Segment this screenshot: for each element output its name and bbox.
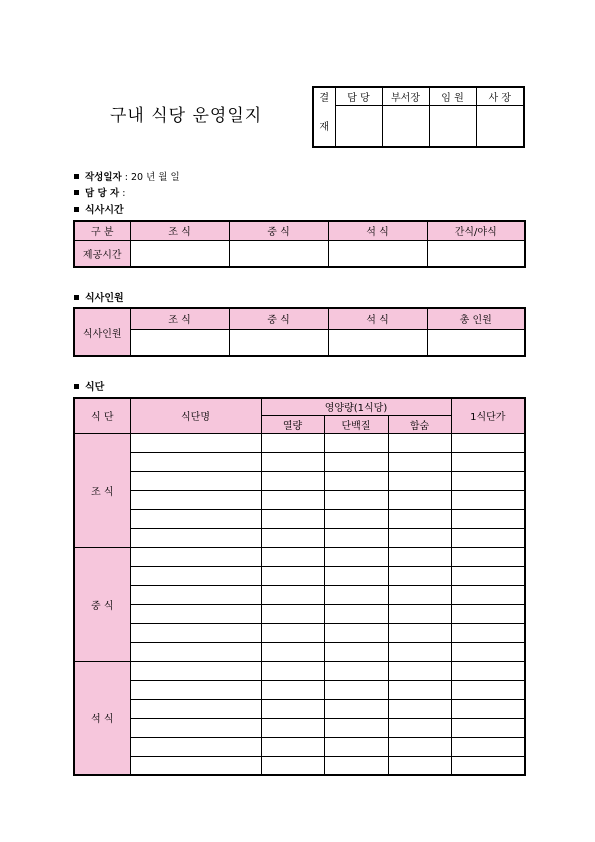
menu-cell-content[interactable] <box>388 585 451 604</box>
headcount-col-lunch: 중 식 <box>229 308 328 329</box>
menu-row <box>74 680 525 699</box>
menu-cell-name[interactable] <box>130 490 261 509</box>
headcount-col-dinner: 석 식 <box>328 308 427 329</box>
menu-cell-protein[interactable] <box>324 509 388 528</box>
menu-row <box>74 604 525 623</box>
menu-cell-content[interactable] <box>388 718 451 737</box>
menu-cell-content[interactable] <box>388 547 451 566</box>
menu-cell-price[interactable] <box>451 509 525 528</box>
menu-cell-calories[interactable] <box>261 642 324 661</box>
meal-time-cell-lunch[interactable] <box>229 240 328 267</box>
menu-row <box>74 547 525 566</box>
menu-cell-price[interactable] <box>451 661 525 680</box>
menu-cell-content[interactable] <box>388 661 451 680</box>
menu-cell-calories[interactable] <box>261 490 324 509</box>
menu-cell-calories[interactable] <box>261 680 324 699</box>
menu-cell-price[interactable] <box>451 433 525 452</box>
menu-cell-calories[interactable] <box>261 471 324 490</box>
menu-cell-price[interactable] <box>451 604 525 623</box>
menu-row <box>74 528 525 547</box>
menu-cell-protein[interactable] <box>324 642 388 661</box>
bullet-square-icon <box>74 384 79 389</box>
menu-cell-name[interactable] <box>130 547 261 566</box>
menu-cell-calories[interactable] <box>261 566 324 585</box>
menu-cell-protein[interactable] <box>324 528 388 547</box>
menu-cell-name[interactable] <box>130 509 261 528</box>
page-title: 구내 식당 운영일지 <box>110 106 263 126</box>
menu-row <box>74 509 525 528</box>
menu-cell-price[interactable] <box>451 680 525 699</box>
menu-cell-calories[interactable] <box>261 623 324 642</box>
menu-cell-price[interactable] <box>451 490 525 509</box>
menu-cell-content[interactable] <box>388 566 451 585</box>
meal-time-header-label: 구 분 <box>74 221 130 240</box>
menu-row <box>74 452 525 471</box>
menu-row <box>74 737 525 756</box>
section-heading-text: 식사시간 <box>85 205 124 216</box>
menu-cell-price[interactable] <box>451 547 525 566</box>
menu-col-calories: 열량 <box>261 415 324 433</box>
menu-cell-calories[interactable] <box>261 661 324 680</box>
menu-cell-content[interactable] <box>388 490 451 509</box>
menu-cell-content[interactable] <box>388 756 451 775</box>
approval-table <box>312 86 525 148</box>
menu-cell-name[interactable] <box>130 528 261 547</box>
bullet-square-icon <box>74 190 79 195</box>
menu-cell-name[interactable] <box>130 604 261 623</box>
approval-role-staff: 담 당 <box>335 87 382 105</box>
headcount-cell-total[interactable] <box>427 329 525 356</box>
meal-time-col-dinner: 석 식 <box>328 221 427 240</box>
menu-cell-price[interactable] <box>451 718 525 737</box>
menu-col-nutrition: 영양량(1식당) <box>261 398 451 415</box>
headcount-cell-dinner[interactable] <box>328 329 427 356</box>
menu-cell-protein[interactable] <box>324 604 388 623</box>
menu-cell-price[interactable] <box>451 452 525 471</box>
menu-cell-name[interactable] <box>130 452 261 471</box>
meal-time-cell-dinner[interactable] <box>328 240 427 267</box>
menu-cell-price[interactable] <box>451 642 525 661</box>
menu-cell-protein[interactable] <box>324 623 388 642</box>
menu-cell-content[interactable] <box>388 528 451 547</box>
date-field <box>74 169 180 183</box>
menu-cell-name[interactable] <box>130 661 261 680</box>
meal-time-col-breakfast: 조 식 <box>130 221 229 240</box>
person-value[interactable]: : <box>122 188 126 199</box>
approval-role-dept-head: 부서장 <box>382 87 429 105</box>
section-heading-headcount <box>74 289 124 304</box>
headcount-cell-lunch[interactable] <box>229 329 328 356</box>
approval-signature-staff[interactable] <box>335 105 382 147</box>
menu-row <box>74 471 525 490</box>
date-label: 작성일자 <box>85 172 122 183</box>
menu-row <box>74 718 525 737</box>
approval-side-label-top: 결 <box>313 87 335 105</box>
headcount-col-breakfast: 조 식 <box>130 308 229 329</box>
bullet-square-icon <box>74 207 79 212</box>
menu-cell-protein[interactable] <box>324 452 388 471</box>
menu-row <box>74 756 525 775</box>
menu-cell-protein[interactable] <box>324 547 388 566</box>
meal-time-col-lunch: 중 식 <box>229 221 328 240</box>
meal-time-col-snack: 간식/야식 <box>427 221 525 240</box>
menu-cell-name[interactable] <box>130 585 261 604</box>
menu-cell-calories[interactable] <box>261 547 324 566</box>
headcount-col-total: 총 인원 <box>427 308 525 329</box>
menu-cell-content[interactable] <box>388 471 451 490</box>
menu-cell-content[interactable] <box>388 737 451 756</box>
menu-cell-calories[interactable] <box>261 737 324 756</box>
menu-cell-protein[interactable] <box>324 566 388 585</box>
meal-time-cell-breakfast[interactable] <box>130 240 229 267</box>
menu-cell-name[interactable] <box>130 433 261 452</box>
menu-col-price: 1식단가 <box>451 398 525 433</box>
approval-signature-executive[interactable] <box>429 105 476 147</box>
menu-row <box>74 661 525 680</box>
menu-col-content: 함숨 <box>388 415 451 433</box>
menu-cell-calories[interactable] <box>261 452 324 471</box>
menu-col-meal: 식 단 <box>74 398 130 433</box>
menu-cell-calories[interactable] <box>261 509 324 528</box>
menu-cell-price[interactable] <box>451 566 525 585</box>
menu-cell-protein[interactable] <box>324 471 388 490</box>
approval-role-president: 사 장 <box>476 87 524 105</box>
section-heading-text: 식사인원 <box>85 293 124 304</box>
menu-cell-protein[interactable] <box>324 718 388 737</box>
menu-row <box>74 433 525 452</box>
menu-cell-name[interactable] <box>130 699 261 718</box>
approval-signature-president[interactable] <box>476 105 524 147</box>
menu-cell-name[interactable] <box>130 623 261 642</box>
section-heading-meal-time <box>74 201 124 216</box>
menu-cell-calories[interactable] <box>261 433 324 452</box>
menu-cell-protein[interactable] <box>324 585 388 604</box>
menu-cell-price[interactable] <box>451 699 525 718</box>
section-heading-text: 식단 <box>85 382 105 393</box>
menu-cell-price[interactable] <box>451 471 525 490</box>
headcount-cell-breakfast[interactable] <box>130 329 229 356</box>
headcount-row-label: 식사인원 <box>74 308 130 356</box>
approval-side-label-bottom: 재 <box>313 105 335 147</box>
menu-cell-name[interactable] <box>130 737 261 756</box>
menu-cell-name[interactable] <box>130 756 261 775</box>
menu-cell-content[interactable] <box>388 509 451 528</box>
menu-row <box>74 566 525 585</box>
menu-table <box>73 397 526 776</box>
menu-row <box>74 585 525 604</box>
menu-row <box>74 642 525 661</box>
bullet-square-icon <box>74 174 79 179</box>
meal-time-row-label: 제공시간 <box>74 240 130 267</box>
menu-cell-content[interactable] <box>388 452 451 471</box>
menu-cell-calories[interactable] <box>261 718 324 737</box>
menu-meal-label: 중 식 <box>74 547 130 661</box>
menu-cell-calories[interactable] <box>261 604 324 623</box>
meal-time-cell-snack[interactable] <box>427 240 525 267</box>
bullet-square-icon <box>74 295 79 300</box>
date-value[interactable]: : 20 년 월 일 <box>124 172 180 183</box>
menu-cell-name[interactable] <box>130 642 261 661</box>
menu-cell-name[interactable] <box>130 471 261 490</box>
meal-time-table <box>73 220 526 268</box>
menu-cell-calories[interactable] <box>261 528 324 547</box>
menu-cell-price[interactable] <box>451 756 525 775</box>
menu-row <box>74 699 525 718</box>
menu-cell-name[interactable] <box>130 680 261 699</box>
menu-cell-calories[interactable] <box>261 585 324 604</box>
person-label: 담 당 자 <box>85 188 120 199</box>
menu-cell-content[interactable] <box>388 433 451 452</box>
menu-cell-name[interactable] <box>130 718 261 737</box>
person-field <box>74 185 125 199</box>
menu-cell-price[interactable] <box>451 528 525 547</box>
menu-cell-protein[interactable] <box>324 680 388 699</box>
menu-row <box>74 623 525 642</box>
menu-cell-name[interactable] <box>130 566 261 585</box>
menu-cell-price[interactable] <box>451 737 525 756</box>
menu-cell-content[interactable] <box>388 699 451 718</box>
menu-cell-calories[interactable] <box>261 756 324 775</box>
menu-meal-label: 석 식 <box>74 661 130 775</box>
approval-signature-dept-head[interactable] <box>382 105 429 147</box>
menu-cell-protein[interactable] <box>324 490 388 509</box>
menu-cell-content[interactable] <box>388 642 451 661</box>
menu-col-name: 식단명 <box>130 398 261 433</box>
menu-cell-protein[interactable] <box>324 756 388 775</box>
menu-col-protein: 단백질 <box>324 415 388 433</box>
menu-cell-protein[interactable] <box>324 737 388 756</box>
menu-cell-price[interactable] <box>451 623 525 642</box>
menu-cell-calories[interactable] <box>261 699 324 718</box>
headcount-table <box>73 307 526 357</box>
menu-cell-price[interactable] <box>451 585 525 604</box>
menu-cell-protein[interactable] <box>324 699 388 718</box>
approval-role-executive: 임 원 <box>429 87 476 105</box>
menu-meal-label: 조 식 <box>74 433 130 547</box>
menu-cell-protein[interactable] <box>324 661 388 680</box>
menu-cell-content[interactable] <box>388 680 451 699</box>
section-heading-menu <box>74 378 104 393</box>
menu-row <box>74 490 525 509</box>
menu-cell-content[interactable] <box>388 623 451 642</box>
menu-cell-protein[interactable] <box>324 433 388 452</box>
menu-cell-content[interactable] <box>388 604 451 623</box>
